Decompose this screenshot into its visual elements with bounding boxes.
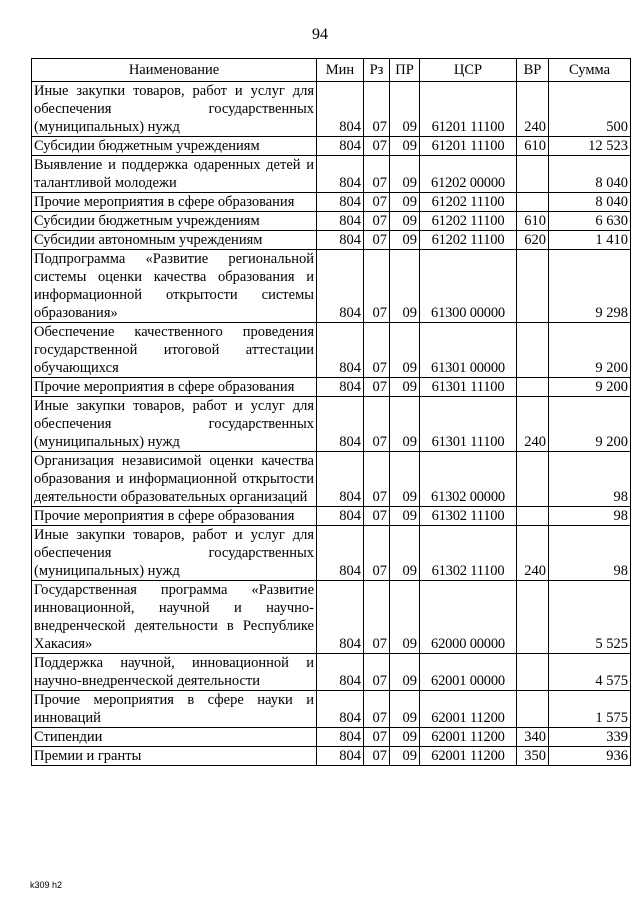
row-name: Выявление и поддержка одаренных детей и талантливой молодежи (32, 156, 317, 193)
row-rz: 07 (364, 231, 390, 250)
row-sum: 9 200 (549, 323, 631, 378)
row-csr: 61201 11100 (420, 137, 517, 156)
row-pr: 09 (390, 581, 420, 654)
row-rz: 07 (364, 526, 390, 581)
header-vr: ВР (517, 59, 549, 82)
row-sum: 98 (549, 452, 631, 507)
table-row (32, 82, 631, 137)
row-pr: 09 (390, 82, 420, 137)
row-rz: 07 (364, 323, 390, 378)
header-row (32, 59, 631, 82)
row-name: Организация независимой оценки качества образования и информационной открытости деятельности образовательных организаций (32, 452, 317, 507)
row-csr: 62001 00000 (420, 654, 517, 691)
row-name: Прочие мероприятия в сфере образования (32, 507, 317, 526)
row-pr: 09 (390, 526, 420, 581)
row-csr: 61202 11100 (420, 193, 517, 212)
row-pr: 09 (390, 231, 420, 250)
row-rz: 07 (364, 452, 390, 507)
footer-code: k309 h2 (30, 880, 63, 890)
row-rz: 07 (364, 193, 390, 212)
header-name: Наименование (32, 59, 317, 82)
row-csr: 61301 11100 (420, 378, 517, 397)
row-rz: 07 (364, 728, 390, 747)
row-csr: 61302 11100 (420, 507, 517, 526)
row-vr: 240 (517, 526, 549, 581)
row-vr (517, 654, 549, 691)
row-csr: 61202 00000 (420, 156, 517, 193)
row-min: 804 (317, 156, 364, 193)
row-min: 804 (317, 452, 364, 507)
row-min: 804 (317, 581, 364, 654)
row-min: 804 (317, 728, 364, 747)
row-min: 804 (317, 137, 364, 156)
row-pr: 09 (390, 747, 420, 766)
row-pr: 09 (390, 507, 420, 526)
row-vr: 240 (517, 397, 549, 452)
row-pr: 09 (390, 212, 420, 231)
row-min: 804 (317, 193, 364, 212)
row-name: Прочие мероприятия в сфере образования (32, 193, 317, 212)
row-csr: 61301 11100 (420, 397, 517, 452)
row-name: Премии и гранты (32, 747, 317, 766)
row-rz: 07 (364, 581, 390, 654)
row-sum: 12 523 (549, 137, 631, 156)
row-vr (517, 193, 549, 212)
table-row (32, 212, 631, 231)
row-sum: 9 200 (549, 378, 631, 397)
row-rz: 07 (364, 507, 390, 526)
row-rz: 07 (364, 691, 390, 728)
table-row (32, 581, 631, 654)
header-csr: ЦСР (420, 59, 517, 82)
row-name: Иные закупки товаров, работ и услуг для обеспечения государственных (муниципальных) нужд (32, 82, 317, 137)
budget-table (31, 58, 631, 766)
row-sum: 1 575 (549, 691, 631, 728)
row-sum: 8 040 (549, 193, 631, 212)
row-min: 804 (317, 378, 364, 397)
row-csr: 62001 11200 (420, 747, 517, 766)
row-vr (517, 323, 549, 378)
row-min: 804 (317, 526, 364, 581)
row-sum: 5 525 (549, 581, 631, 654)
row-vr (517, 691, 549, 728)
row-name: Подпрограмма «Развитие региональной системы оценки качества образования и информационной открытости системы образования» (32, 250, 317, 323)
row-name: Прочие мероприятия в сфере образования (32, 378, 317, 397)
row-vr (517, 156, 549, 193)
row-rz: 07 (364, 250, 390, 323)
row-vr: 240 (517, 82, 549, 137)
header-sum: Сумма (549, 59, 631, 82)
row-pr: 09 (390, 323, 420, 378)
row-sum: 8 040 (549, 156, 631, 193)
row-vr (517, 507, 549, 526)
row-vr: 610 (517, 212, 549, 231)
row-min: 804 (317, 691, 364, 728)
table-row (32, 193, 631, 212)
row-sum: 98 (549, 507, 631, 526)
page-number: 94 (312, 26, 328, 43)
row-sum: 4 575 (549, 654, 631, 691)
row-vr: 610 (517, 137, 549, 156)
row-vr: 350 (517, 747, 549, 766)
row-sum: 500 (549, 82, 631, 137)
row-min: 804 (317, 212, 364, 231)
table-row (32, 526, 631, 581)
row-pr: 09 (390, 137, 420, 156)
row-name: Прочие мероприятия в сфере науки и инноваций (32, 691, 317, 728)
table-row (32, 250, 631, 323)
row-sum: 936 (549, 747, 631, 766)
row-min: 804 (317, 82, 364, 137)
row-pr: 09 (390, 397, 420, 452)
row-min: 804 (317, 323, 364, 378)
row-name: Поддержка научной, инновационной и научно-внедренческой деятельности (32, 654, 317, 691)
row-csr: 61301 00000 (420, 323, 517, 378)
row-name: Иные закупки товаров, работ и услуг для обеспечения государственных (муниципальных) нужд (32, 526, 317, 581)
row-rz: 07 (364, 378, 390, 397)
row-pr: 09 (390, 452, 420, 507)
table-row (32, 137, 631, 156)
table-row (32, 452, 631, 507)
row-csr: 61201 11100 (420, 82, 517, 137)
row-name: Субсидии бюджетным учреждениям (32, 137, 317, 156)
row-csr: 61300 00000 (420, 250, 517, 323)
row-name: Субсидии автономным учреждениям (32, 231, 317, 250)
row-pr: 09 (390, 156, 420, 193)
row-csr: 62001 11200 (420, 691, 517, 728)
row-sum: 98 (549, 526, 631, 581)
row-rz: 07 (364, 747, 390, 766)
row-vr: 340 (517, 728, 549, 747)
table-header (32, 59, 631, 82)
row-name: Иные закупки товаров, работ и услуг для обеспечения государственных (муниципальных) нужд (32, 397, 317, 452)
row-name: Субсидии бюджетным учреждениям (32, 212, 317, 231)
row-min: 804 (317, 747, 364, 766)
row-csr: 62001 11200 (420, 728, 517, 747)
row-sum: 9 298 (549, 250, 631, 323)
table-row (32, 691, 631, 728)
header-pr: ПР (390, 59, 420, 82)
row-name: Стипендии (32, 728, 317, 747)
row-sum: 6 630 (549, 212, 631, 231)
table-row (32, 728, 631, 747)
row-pr: 09 (390, 193, 420, 212)
row-csr: 61202 11100 (420, 231, 517, 250)
row-csr: 61302 11100 (420, 526, 517, 581)
row-pr: 09 (390, 654, 420, 691)
row-min: 804 (317, 397, 364, 452)
table-row (32, 156, 631, 193)
row-rz: 07 (364, 654, 390, 691)
row-sum: 9 200 (549, 397, 631, 452)
row-csr: 61202 11100 (420, 212, 517, 231)
row-min: 804 (317, 654, 364, 691)
table-row (32, 397, 631, 452)
header-rz: Рз (364, 59, 390, 82)
row-vr (517, 581, 549, 654)
table-row (32, 378, 631, 397)
row-rz: 07 (364, 82, 390, 137)
row-min: 804 (317, 250, 364, 323)
row-pr: 09 (390, 728, 420, 747)
header-min: Мин (317, 59, 364, 82)
row-name: Государственная программа «Развитие инновационной, научной и научно-внедренческой деятельности в Республике Хакасия» (32, 581, 317, 654)
row-csr: 62000 00000 (420, 581, 517, 654)
row-min: 804 (317, 507, 364, 526)
row-pr: 09 (390, 691, 420, 728)
row-vr (517, 250, 549, 323)
table-row (32, 654, 631, 691)
table-body (32, 82, 631, 766)
table-row (32, 323, 631, 378)
row-pr: 09 (390, 378, 420, 397)
row-vr (517, 452, 549, 507)
table-row (32, 507, 631, 526)
row-vr (517, 378, 549, 397)
row-name: Обеспечение качественного проведения государственной итоговой аттестации обучающихся (32, 323, 317, 378)
row-rz: 07 (364, 137, 390, 156)
row-csr: 61302 00000 (420, 452, 517, 507)
row-pr: 09 (390, 250, 420, 323)
table-row (32, 747, 631, 766)
row-sum: 339 (549, 728, 631, 747)
row-rz: 07 (364, 212, 390, 231)
table-row (32, 231, 631, 250)
row-sum: 1 410 (549, 231, 631, 250)
row-rz: 07 (364, 156, 390, 193)
row-vr: 620 (517, 231, 549, 250)
row-min: 804 (317, 231, 364, 250)
row-rz: 07 (364, 397, 390, 452)
